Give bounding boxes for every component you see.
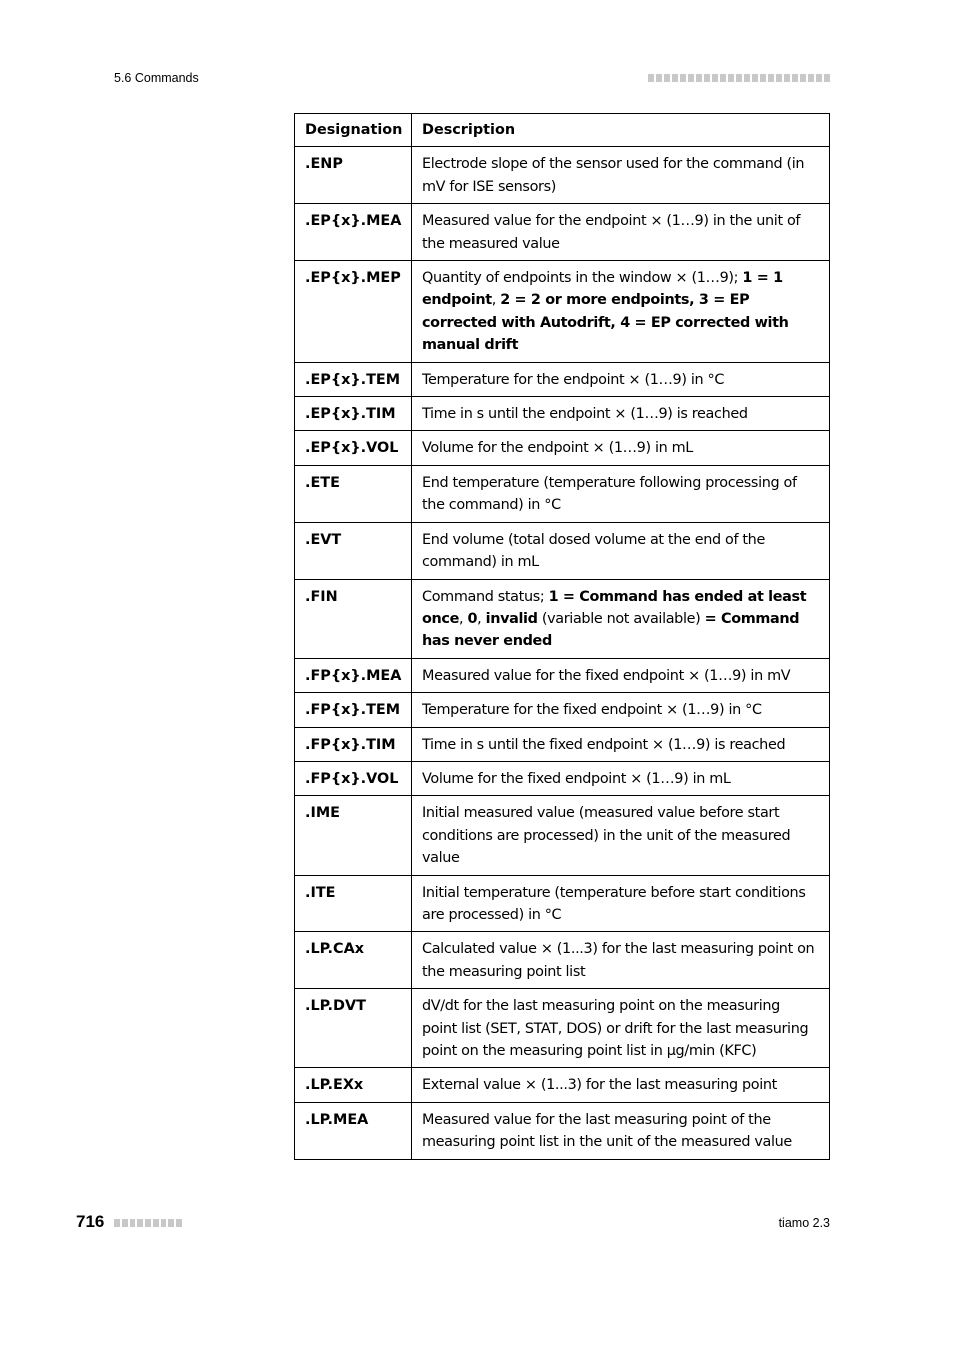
description-cell (412, 579, 830, 658)
description-bold-text: 2 = 2 or more endpoints, 3 = EP corrected with Autodrift, 4 = EP corrected with manual drift (422, 292, 789, 354)
description-cell (412, 465, 830, 522)
page-number: 716 (76, 1212, 105, 1231)
designation-cell: .EP{x}.MEP (295, 261, 412, 363)
description-text: End volume (total dosed volume at the end of the command) in mL (422, 531, 765, 571)
description-text: Measured value for the fixed endpoint × (1…9) in mV (422, 667, 791, 684)
table-header-row (295, 114, 830, 147)
variables-table (294, 113, 830, 1160)
description-cell (412, 522, 830, 579)
description-bold-text: 1 = 1 endpoint (422, 270, 783, 309)
description-text: Electrode slope of the sensor used for the command (in mV for ISE sensors) (422, 156, 805, 195)
description-text: , (459, 610, 468, 627)
product-name: tiamo 2.3 (778, 1216, 830, 1230)
description-cell (412, 397, 830, 431)
designation-cell: .FP{x}.VOL (295, 761, 412, 795)
description-text: Time in s until the endpoint × (1…9) is reached (422, 406, 748, 423)
table-row (295, 147, 830, 204)
designation-cell: .ENP (295, 147, 412, 204)
description-text: Calculated value × (1...3) for the last measuring point on the measuring point list (422, 941, 815, 980)
description-text: Initial measured value (measured value before start conditions are processed) in the unit of the measured value (422, 805, 791, 867)
description-cell (412, 727, 830, 761)
designation-cell: .FP{x}.TEM (295, 693, 412, 727)
description-bold-text: invalid (485, 610, 538, 627)
designation-cell: .EP{x}.TEM (295, 362, 412, 396)
description-text: Volume for the fixed endpoint × (1…9) in mL (422, 770, 731, 787)
table-row (295, 932, 830, 989)
table-row (295, 727, 830, 761)
table-row (295, 796, 830, 875)
designation-cell: .LP.CAx (295, 932, 412, 989)
designation-cell: .ETE (295, 465, 412, 522)
table-row (295, 875, 830, 932)
table-row (295, 261, 830, 363)
description-text: Temperature for the fixed endpoint × (1…9) in °C (422, 702, 762, 719)
description-cell (412, 693, 830, 727)
description-text: , (477, 610, 486, 627)
description-bold-text: 0 (467, 610, 478, 627)
designation-cell: .EP{x}.MEA (295, 204, 412, 261)
running-header-section: 5.6 Commands (114, 71, 199, 85)
description-cell (412, 796, 830, 875)
footer-decoration-bar (114, 1219, 182, 1227)
table-row (295, 431, 830, 465)
description-text: Temperature for the endpoint × (1…9) in °C (422, 371, 725, 388)
table-row (295, 658, 830, 692)
description-cell (412, 875, 830, 932)
designation-cell: .ITE (295, 875, 412, 932)
designation-cell: .EP{x}.VOL (295, 431, 412, 465)
header-decoration-bar (648, 74, 830, 82)
description-text: Measured value for the last measuring point of the measuring point list in the unit of the measured value (422, 1111, 792, 1151)
description-text: Measured value for the endpoint × (1…9) in the unit of the measured value (422, 213, 801, 252)
designation-cell: .IME (295, 796, 412, 875)
description-cell (412, 147, 830, 204)
column-header-designation: Designation (295, 114, 412, 147)
table-row (295, 465, 830, 522)
description-text: Quantity of endpoints in the window × (1…9); (422, 270, 743, 287)
designation-cell: .LP.DVT (295, 989, 412, 1068)
description-cell (412, 1068, 830, 1102)
description-text: End temperature (temperature following processing of the command) in °C (422, 474, 797, 514)
designation-cell: .EP{x}.TIM (295, 397, 412, 431)
designation-cell: .LP.MEA (295, 1102, 412, 1159)
description-cell (412, 658, 830, 692)
description-text: Volume for the endpoint × (1…9) in mL (422, 440, 693, 457)
designation-cell: .FP{x}.TIM (295, 727, 412, 761)
description-bold-text: 1 = Command has ended at least once (422, 588, 807, 627)
table-row (295, 579, 830, 658)
description-cell (412, 431, 830, 465)
description-text: External value × (1...3) for the last measuring point (422, 1077, 777, 1094)
description-cell (412, 362, 830, 396)
table-row (295, 522, 830, 579)
description-cell (412, 761, 830, 795)
description-text: Initial temperature (temperature before start conditions are processed) in °C (422, 884, 806, 923)
table-row (295, 693, 830, 727)
table-row (295, 761, 830, 795)
table-row (295, 1068, 830, 1102)
table-row (295, 362, 830, 396)
description-cell (412, 932, 830, 989)
description-cell (412, 989, 830, 1068)
description-text: Time in s until the fixed endpoint × (1…9) is reached (422, 736, 786, 753)
description-cell (412, 1102, 830, 1159)
description-cell (412, 261, 830, 363)
designation-cell: .EVT (295, 522, 412, 579)
table-row (295, 989, 830, 1068)
table-row (295, 397, 830, 431)
table-row (295, 204, 830, 261)
description-bold-text: = Command has never ended (422, 610, 800, 650)
designation-cell: .FIN (295, 579, 412, 658)
description-text: dV/dt for the last measuring point on the measuring point list (SET, STAT, DOS) or drift for the last measuring point on the measuring point list in µg/min (KFC) (422, 998, 809, 1059)
description-text: Command status; (422, 588, 549, 605)
description-text: , (491, 292, 501, 309)
designation-cell: .LP.EXx (295, 1068, 412, 1102)
designation-cell: .FP{x}.MEA (295, 658, 412, 692)
description-text: (variable not available) (537, 610, 705, 627)
column-header-description: Description (412, 114, 830, 147)
table-row (295, 1102, 830, 1159)
description-cell (412, 204, 830, 261)
